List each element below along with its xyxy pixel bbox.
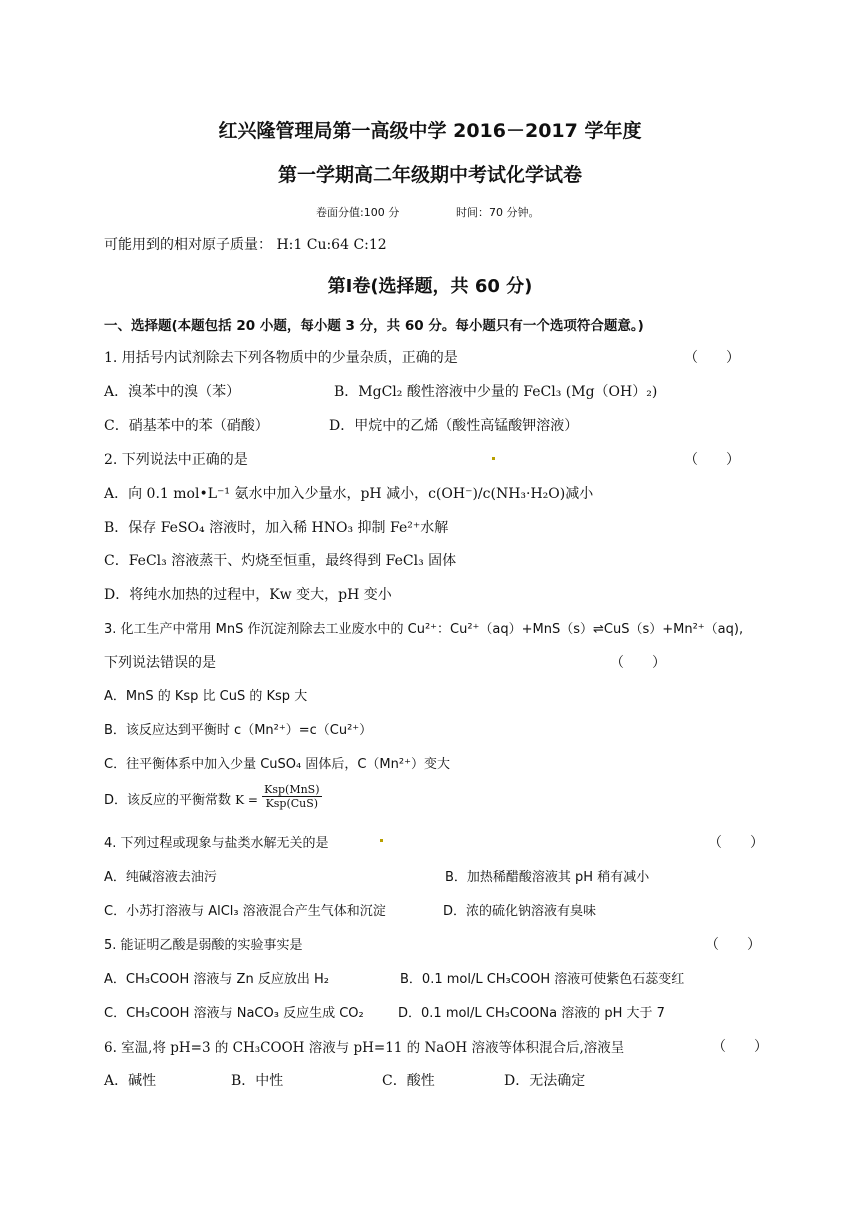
q4-option-d: D．浓的硫化钠溶液有臭味 bbox=[443, 904, 597, 919]
q5-option-d: D．0.1 mol/L CH₃COONa 溶液的 pH 大于 7 bbox=[398, 1006, 665, 1021]
q3-option-b: B．该反应达到平衡时 c（Mn²⁺）=c（Cu²⁺） bbox=[104, 723, 373, 738]
q5-option-b: B．0.1 mol/L CH₃COOH 溶液可使紫色石蕊变红 bbox=[400, 972, 685, 987]
time-info: 时间：70 分钟。 bbox=[456, 206, 540, 219]
section-instruction: 一、选择题(本题包括 20 小题，每小题 3 分，共 60 分。每小题只有一个选项符合题意。) bbox=[104, 318, 644, 334]
q3-fraction-numerator: Ksp(MnS) bbox=[264, 783, 320, 796]
q2-option-a: A．向 0.1 mol•L⁻¹ 氨水中加入少量水，pH 减小，c(OH⁻)/c(NH₃·H₂O)减小 bbox=[104, 486, 594, 502]
q1-option-a: A．溴苯中的溴（苯） bbox=[104, 384, 241, 400]
q5-option-c: C．CH₃COOH 溶液与 NaCO₃ 反应生成 CO₂ bbox=[104, 1006, 364, 1021]
q5-answer-paren: （ ） bbox=[705, 937, 761, 953]
q3-option-d-prefix: D．该反应的平衡常数 bbox=[104, 793, 232, 808]
q6-option-c: C．酸性 bbox=[382, 1073, 435, 1089]
exam-title-line1: 红兴隆管理局第一高级中学 2016－2017 学年度 bbox=[218, 120, 642, 142]
q6-option-b: B．中性 bbox=[231, 1073, 284, 1089]
q1-stem: 1. 用括号内试剂除去下列各物质中的少量杂质，正确的是 bbox=[104, 350, 458, 366]
q6-option-a: A．碱性 bbox=[104, 1073, 157, 1089]
q6-answer-paren: （ ） bbox=[712, 1039, 768, 1055]
q5-option-a: A．CH₃COOH 溶液与 Zn 反应放出 H₂ bbox=[104, 972, 329, 987]
q6-stem: 6. 室温,将 pH=3 的 CH₃COOH 溶液与 pH=11 的 NaOH 溶液等体积混合后,溶液呈 bbox=[104, 1040, 625, 1056]
stray-dot-mark bbox=[492, 457, 495, 460]
q3-option-d bbox=[104, 783, 322, 814]
atomic-masses: 可能用到的相对原子质量： H:1 Cu:64 C:12 bbox=[104, 237, 387, 253]
q3-stem-line1: 3. 化工生产中常用 MnS 作沉淀剂除去工业废水中的 Cu²⁺：Cu²⁺（aq）+MnS（s）⇌CuS（s）+Mn²⁺（aq), bbox=[104, 622, 744, 637]
q2-answer-paren: （ ） bbox=[684, 452, 740, 468]
q2-option-b: B．保存 FeSO₄ 溶液时，加入稀 HNO₃ 抑制 Fe²⁺水解 bbox=[104, 520, 449, 536]
q1-answer-paren: （ ） bbox=[684, 350, 740, 366]
q4-option-b: B．加热稀醋酸溶液其 pH 稍有减小 bbox=[445, 870, 650, 885]
q1-option-c: C．硝基苯中的苯（硝酸） bbox=[104, 418, 269, 434]
exam-title-line2: 第一学期高二年级期中考试化学试卷 bbox=[277, 164, 582, 186]
q5-stem: 5. 能证明乙酸是弱酸的实验事实是 bbox=[104, 938, 303, 953]
q2-stem: 2. 下列说法中正确的是 bbox=[104, 452, 248, 468]
q2-option-c: C．FeCl₃ 溶液蒸干、灼烧至恒重，最终得到 FeCl₃ 固体 bbox=[104, 553, 457, 569]
q3-equilibrium-constant-fraction bbox=[262, 783, 321, 810]
q4-option-c: C．小苏打溶液与 AlCl₃ 溶液混合产生气体和沉淀 bbox=[104, 904, 386, 919]
q3-k-symbol: K = bbox=[235, 793, 258, 807]
q3-fraction-denominator: Ksp(CuS) bbox=[265, 797, 319, 810]
q1-option-b: B．MgCl₂ 酸性溶液中少量的 FeCl₃ (Mg（OH）₂) bbox=[334, 384, 658, 400]
score-info: 卷面分值:100 分 bbox=[316, 206, 400, 219]
q4-option-a: A．纯碱溶液去油污 bbox=[104, 870, 217, 885]
section-title: 第Ⅰ卷(选择题，共 60 分) bbox=[327, 276, 533, 297]
q6-option-d: D．无法确定 bbox=[504, 1073, 586, 1089]
q2-option-d: D．将纯水加热的过程中，Kw 变大，pH 变小 bbox=[104, 587, 392, 603]
q4-answer-paren: （ ） bbox=[708, 835, 764, 851]
q3-answer-paren: （ ） bbox=[610, 655, 666, 671]
q3-option-c: C．往平衡体系中加入少量 CuSO₄ 固体后，C（Mn²⁺）变大 bbox=[104, 757, 450, 772]
q3-stem-line2: 下列说法错误的是 bbox=[104, 655, 216, 671]
q4-stem: 4. 下列过程或现象与盐类水解无关的是 bbox=[104, 836, 329, 851]
q3-option-a: A．MnS 的 Ksp 比 CuS 的 Ksp 大 bbox=[104, 689, 308, 704]
q1-option-d: D．甲烷中的乙烯（酸性高锰酸钾溶液） bbox=[329, 418, 579, 434]
stray-dot-mark bbox=[380, 839, 383, 842]
